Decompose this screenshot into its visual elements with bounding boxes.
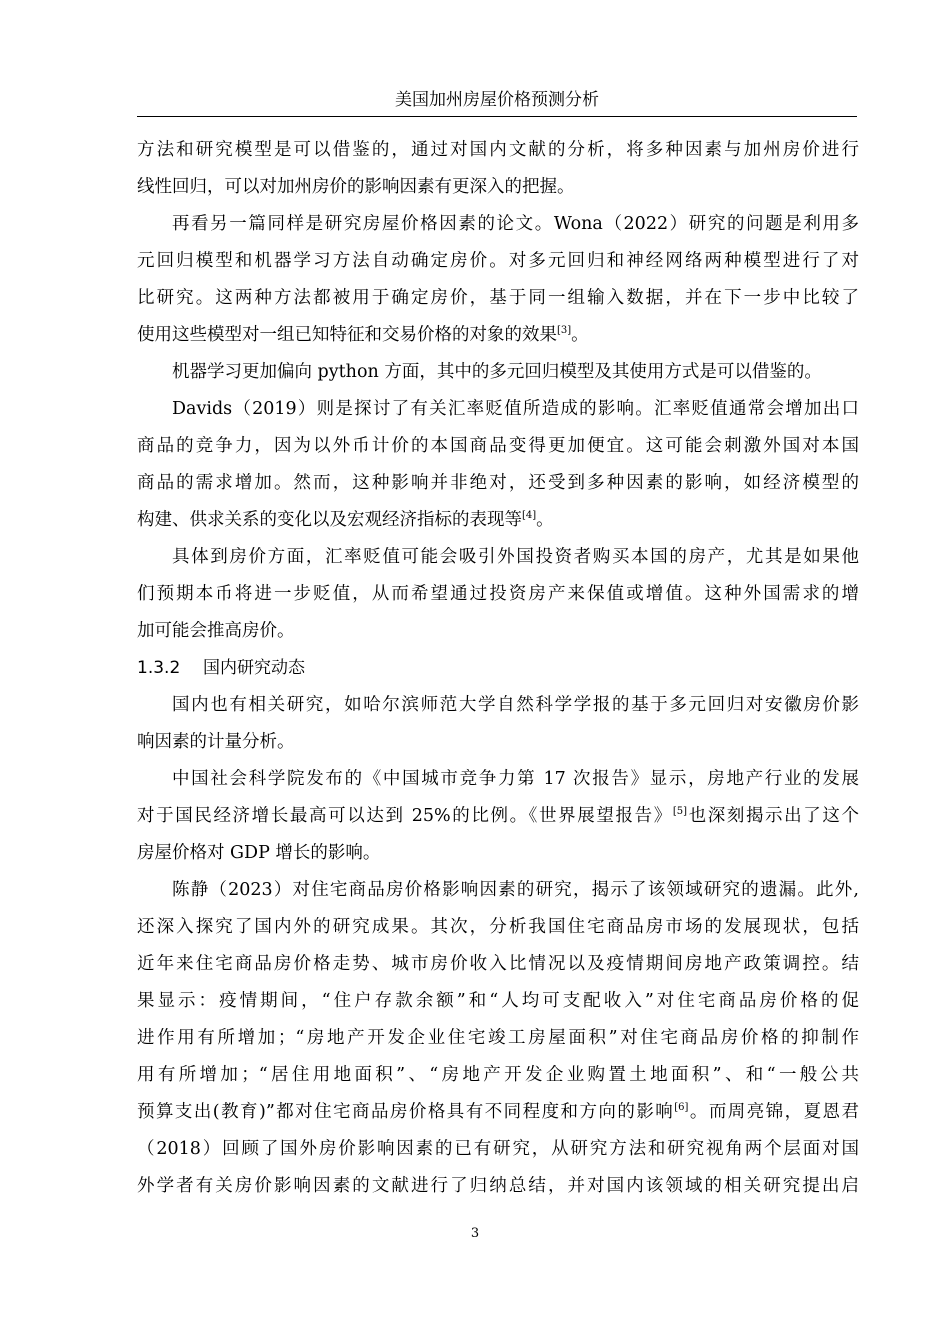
text-line: 们预期本币将进一步贬值，从而希望通过投资房产来保值或增值。这种外国需求的增 — [137, 584, 859, 604]
section-number: 1.3.2 — [137, 658, 181, 678]
text-line: 外学者有关房价影响因素的文献进行了归纳总结，并对国内该领域的相关研究提出启 — [137, 1176, 859, 1196]
running-header: 美国加州房屋价格预测分析 — [395, 90, 599, 110]
text-line: 比研究。这两种方法都被用于确定房价，基于同一组输入数据，并在下一步中比较了 — [137, 288, 859, 308]
text-line: 线性回归，可以对加州房价的影响因素有更深入的把握。 — [137, 177, 575, 197]
text-line: 近年来住宅商品房价格走势、城市房价收入比情况以及疫情期间房地产政策调控。结 — [137, 954, 859, 974]
body-text — [137, 132, 859, 1205]
citation-mark: [5] — [672, 806, 687, 817]
text-line: 机器学习更加偏向 python 方面，其中的多元回归模型及其使用方式是可以借鉴的。 — [172, 362, 822, 382]
section-title: 国内研究动态 — [203, 658, 305, 678]
header-rule — [137, 116, 857, 117]
text-line: 陈静（2023）对住宅商品房价格影响因素的研究，揭示了该领域研究的遗漏。此外, — [172, 880, 859, 900]
text-line: 国内也有相关研究，如哈尔滨师范大学自然科学学报的基于多元回归对安徽房价影 — [172, 695, 859, 715]
text-line: 构建、供求关系的变化以及宏观经济指标的表现等[4]。 — [137, 510, 554, 530]
text-line: 方法和研究模型是可以借鉴的，通过对国内文献的分析，将多种因素与加州房价进行 — [137, 140, 859, 160]
page-number: 3 — [470, 1226, 480, 1241]
text-line: 预算支出(教育)”都对住宅商品房价格具有不同程度和方向的影响[6]。而周亮锦，夏恩君 — [137, 1102, 859, 1122]
text-line: 响因素的计量分析。 — [137, 732, 295, 752]
text-line: 进作用有所增加；“房地产开发企业住宅竣工房屋面积”对住宅商品房价格的抑制作 — [137, 1028, 859, 1048]
text-line: 对于国民经济增长最高可以达到 25%的比例。《世界展望报告》[5]也深刻揭示出了这个 — [137, 806, 859, 826]
text-line: Davids（2019）则是探讨了有关汇率贬值所造成的影响。汇率贬值通常会增加出口 — [172, 399, 859, 419]
citation-mark: [6] — [674, 1102, 689, 1113]
text-line: 加可能会推高房价。 — [137, 621, 295, 641]
citation-mark: [4] — [522, 510, 537, 521]
text-line: 再看另一篇同样是研究房屋价格因素的论文。Wona（2022）研究的问题是利用多 — [172, 214, 859, 234]
text-line: 具体到房价方面，汇率贬值可能会吸引外国投资者购买本国的房产，尤其是如果他 — [172, 547, 859, 567]
text-line: （2018）回顾了国外房价影响因素的已有研究，从研究方法和研究视角两个层面对国 — [137, 1139, 859, 1159]
text-line: 还深入探究了国内外的研究成果。其次，分析我国住宅商品房市场的发展现状，包括 — [137, 917, 859, 937]
text-line: 使用这些模型对一组已知特征和交易价格的对象的效果[3]。 — [137, 325, 589, 345]
text-line: 元回归模型和机器学习方法自动确定房价。对多元回归和神经网络两种模型进行了对 — [137, 251, 859, 271]
text-line: 果显示：疫情期间，“住户存款余额”和“人均可支配收入”对住宅商品房价格的促 — [137, 991, 859, 1011]
text-line: 商品的需求增加。然而，这种影响并非绝对，还受到多种因素的影响，如经济模型的 — [137, 473, 859, 493]
text-line: 商品的竞争力，因为以外币计价的本国商品变得更加便宜。这可能会刺激外国对本国 — [137, 436, 859, 456]
text-line: 用有所增加；“居住用地面积”、“房地产开发企业购置土地面积”、和“一般公共 — [137, 1065, 859, 1085]
section-heading — [137, 650, 859, 687]
text-line: 房屋价格对 GDP 增长的影响。 — [137, 843, 381, 863]
citation-mark: [3] — [557, 325, 572, 336]
text-line: 中国社会科学院发布的《中国城市竞争力第 17 次报告》显示，房地产行业的发展 — [172, 769, 859, 789]
